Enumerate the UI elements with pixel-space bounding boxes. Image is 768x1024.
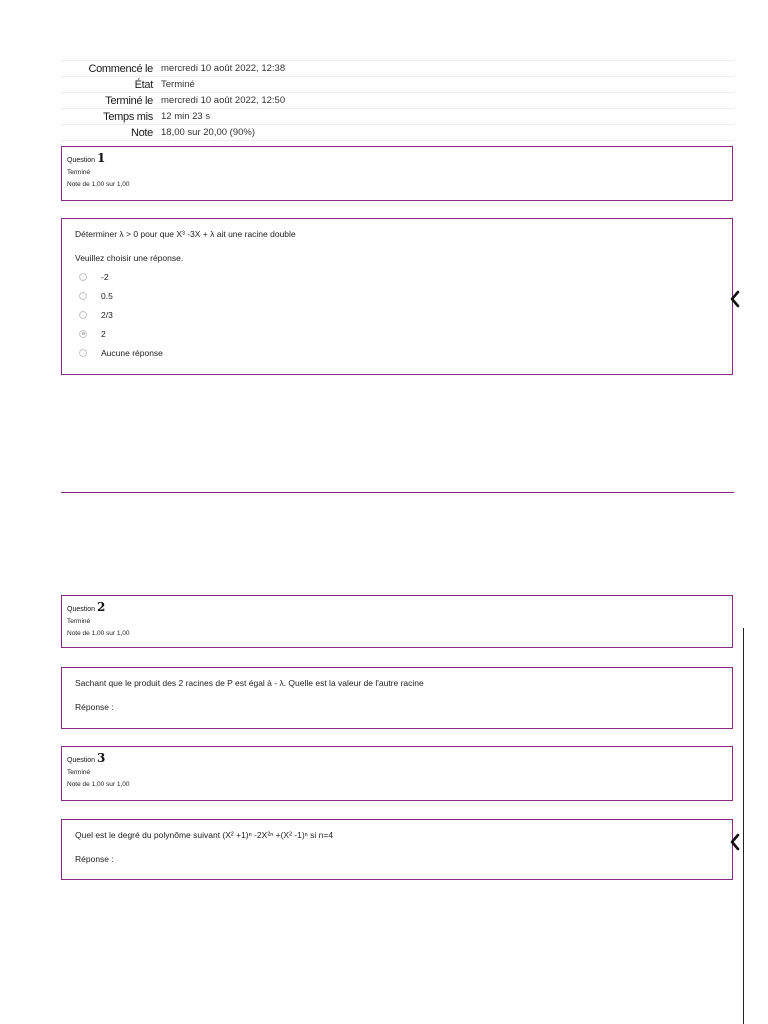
page-break-divider — [61, 492, 734, 493]
radio-button[interactable] — [79, 349, 87, 357]
question-label: Question — [67, 157, 96, 164]
attempt-summary-table — [61, 60, 734, 141]
answer-option[interactable] — [75, 324, 719, 343]
question-1-info — [61, 146, 733, 201]
answer-label: Réponse : — [75, 854, 114, 864]
question-1-content — [61, 218, 733, 375]
question-status: Terminé — [67, 618, 91, 625]
summary-row-time-taken — [61, 108, 734, 124]
answer-option[interactable] — [75, 305, 719, 324]
question-3-content — [61, 819, 733, 880]
summary-value: mercredi 10 août 2022, 12:50 — [161, 95, 286, 106]
answer-label: Réponse : — [75, 702, 114, 712]
option-label: 2/3 — [101, 309, 113, 320]
question-grade: Note de 1,00 sur 1,00 — [67, 181, 130, 188]
scrollbar-track[interactable] — [743, 628, 744, 1024]
radio-button[interactable] — [79, 292, 87, 300]
summary-row-state — [61, 76, 734, 92]
answer-option[interactable] — [75, 286, 719, 305]
question-title — [67, 601, 727, 616]
summary-row-completed — [61, 92, 734, 108]
summary-row-started — [61, 60, 734, 76]
question-text: Sachant que le produit des 2 racines de P est égal à - λ. Quelle est la valeur de l'autre racine — [75, 678, 424, 688]
question-number: 2 — [96, 600, 106, 614]
question-status: Terminé — [67, 769, 91, 776]
summary-label: Note — [130, 126, 153, 139]
question-grade: Note de 1,00 sur 1,00 — [67, 781, 130, 788]
answer-option[interactable] — [75, 343, 719, 362]
question-3-info — [61, 746, 733, 801]
summary-value: 18,00 sur 20,00 (90%) — [161, 127, 256, 138]
summary-label: État — [134, 78, 153, 91]
question-text: Quel est le degré du polynôme suivant (X² +1)ⁿ -2X²ⁿ +(X² -1)ⁿ si n=4 — [75, 830, 334, 840]
summary-value: mercredi 10 août 2022, 12:38 — [161, 63, 286, 74]
radio-button[interactable] — [79, 311, 87, 319]
question-status: Terminé — [67, 169, 91, 176]
summary-value: 12 min 23 s — [161, 111, 211, 122]
summary-label: Terminé le — [105, 94, 153, 107]
chevron-left-icon — [729, 290, 741, 308]
question-grade: Note de 1,00 sur 1,00 — [67, 630, 130, 637]
answer-option[interactable] — [75, 267, 719, 286]
question-number: 1 — [96, 151, 106, 165]
drawer-toggle-button[interactable] — [722, 829, 748, 855]
radio-button-selected[interactable] — [79, 330, 87, 338]
option-label: 0.5 — [101, 290, 113, 301]
summary-label: Temps mis — [103, 110, 153, 123]
chevron-left-icon — [729, 833, 741, 851]
option-label: -2 — [101, 271, 109, 282]
summary-row-grade — [61, 124, 734, 141]
drawer-toggle-button[interactable] — [722, 286, 748, 312]
question-title — [67, 752, 727, 767]
answer-prompt: Veuillez choisir une réponse. — [75, 253, 184, 263]
summary-label: Commencé le — [88, 62, 153, 75]
radio-button[interactable] — [79, 273, 87, 281]
option-label: Aucune réponse — [101, 347, 163, 358]
question-text: Déterminer λ > 0 pour que X³ -3X + λ ait une racine double — [75, 229, 296, 239]
question-2-content — [61, 667, 733, 729]
question-number: 3 — [96, 751, 106, 765]
option-label: 2 — [101, 328, 106, 339]
question-label: Question — [67, 606, 96, 613]
question-2-info — [61, 595, 733, 648]
question-label: Question — [67, 757, 96, 764]
summary-value: Terminé — [161, 79, 195, 90]
question-title — [67, 152, 727, 167]
